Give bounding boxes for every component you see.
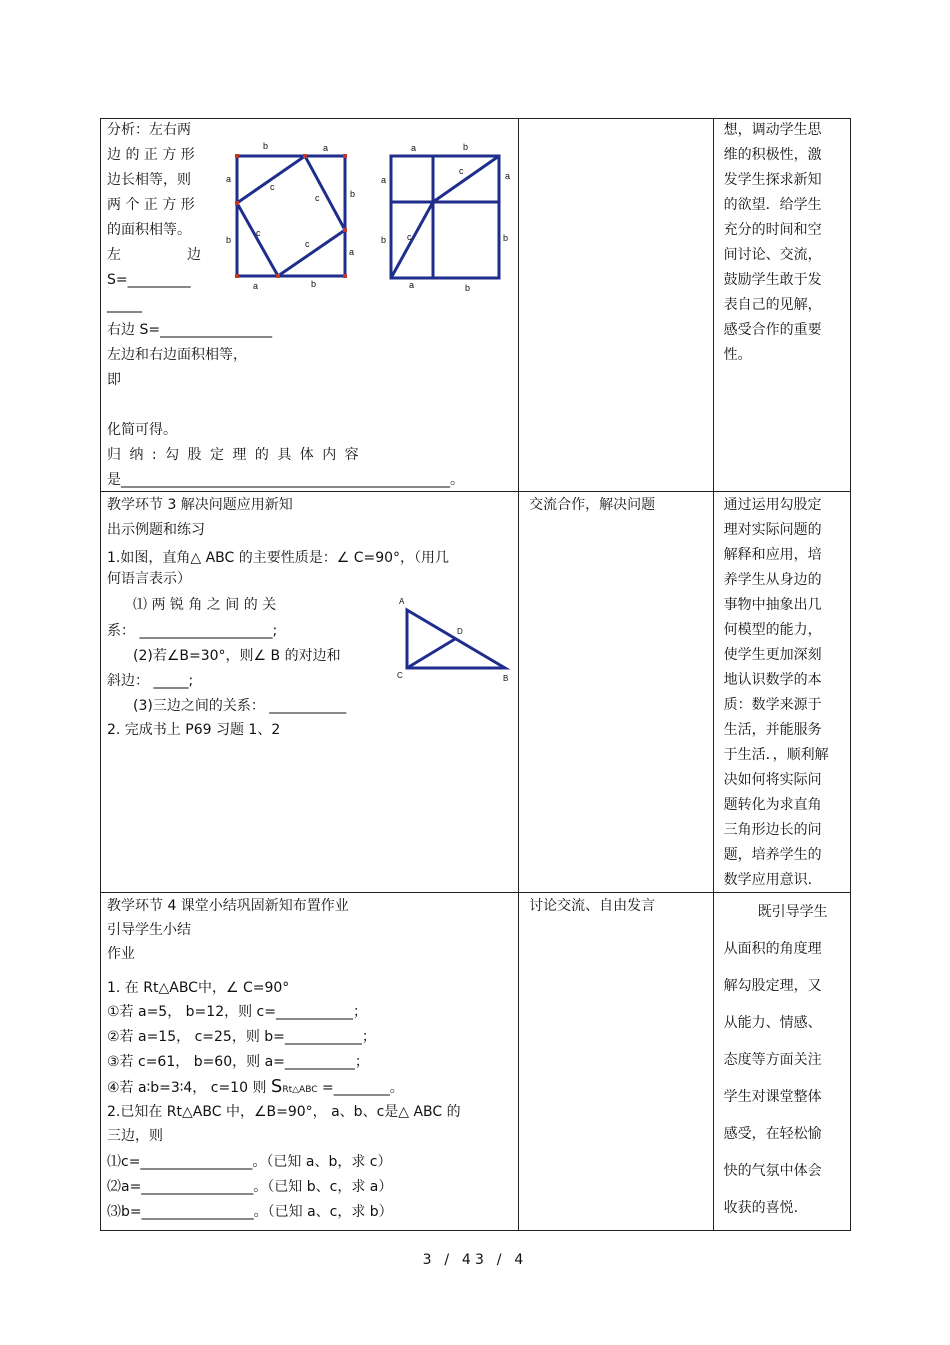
text-line: 斜边： _____; bbox=[107, 673, 194, 689]
vertex-label-D: D bbox=[457, 627, 463, 636]
text-line: 是_______________________________________________。 bbox=[107, 472, 464, 488]
text-line: 讨论交流、自由发言 bbox=[529, 898, 656, 914]
text-line: 表自己的见解， bbox=[723, 297, 822, 313]
text-line: ②若 a=15， c=25，则 b=___________； bbox=[107, 1029, 376, 1045]
text-line: 交流合作，解决问题 bbox=[529, 497, 656, 513]
text-line: ③若 c=61， b=60，则 a=__________； bbox=[107, 1054, 369, 1070]
vertex-label-B: B bbox=[503, 674, 509, 683]
table-row bbox=[101, 492, 851, 893]
row3-intent-cell bbox=[713, 893, 850, 1231]
right-triangle-figure bbox=[391, 592, 515, 688]
fig-label: a bbox=[323, 143, 329, 153]
text-line: 右边 S=________________ bbox=[107, 322, 273, 338]
text-line: (3)三边之间的关系： ___________ bbox=[133, 698, 347, 714]
text-line: 何语言表示） bbox=[107, 571, 191, 587]
row1-activity-cell bbox=[101, 119, 519, 492]
pythagoras-square-figure-1 bbox=[221, 137, 361, 289]
lesson-plan-table bbox=[100, 118, 851, 1231]
text-line: 态度等方面关注 bbox=[723, 1052, 822, 1068]
table-row bbox=[101, 119, 851, 492]
pythagoras-square-figure-2 bbox=[371, 137, 511, 297]
text-line: 充分的时间和空 bbox=[723, 222, 822, 238]
text-line: 感受，在轻松愉 bbox=[723, 1126, 822, 1142]
text-line: 快的气氛中体会 bbox=[723, 1163, 822, 1179]
fig-label: b bbox=[503, 233, 509, 243]
text-line: 1.如图，直角△ ABC 的主要性质是：∠ C=90°，（用几 bbox=[107, 550, 450, 566]
text-line: 数学应用意识. bbox=[723, 872, 813, 888]
row1-intent-cell bbox=[713, 119, 850, 492]
text-line: 发学生探求新知 bbox=[723, 172, 822, 188]
text-line: 即 bbox=[107, 372, 121, 388]
text-line: 解释和应用，培 bbox=[723, 547, 822, 563]
table-row bbox=[101, 893, 851, 1231]
text-line: 从能力、情感、 bbox=[723, 1015, 822, 1031]
text-line: 解勾股定理，又 bbox=[723, 978, 822, 994]
text-line: 1. 在 Rt△ABC中，∠ C=90° bbox=[107, 980, 290, 996]
fig-label: a bbox=[349, 247, 355, 257]
vertex-label-A: A bbox=[399, 597, 405, 606]
text-line: 系： ___________________; bbox=[107, 623, 278, 639]
text-line: 维的积极性，激 bbox=[723, 147, 822, 163]
text-line: 左 bbox=[107, 247, 121, 263]
row3-activity-cell bbox=[101, 893, 519, 1231]
text-line: 养学生从身边的 bbox=[723, 572, 822, 588]
text-line: 的欲望．给学生 bbox=[723, 197, 822, 213]
text-line: 想，调动学生思 bbox=[723, 122, 822, 138]
subscript: Rt△ABC bbox=[282, 1085, 318, 1095]
area-symbol: S bbox=[270, 1076, 283, 1097]
row2-activity-cell bbox=[101, 492, 519, 893]
fig-label: c bbox=[270, 182, 275, 192]
row2-student-cell bbox=[519, 492, 714, 893]
page-number: 3 / 43 / 4 bbox=[422, 1252, 528, 1268]
text-line: 作业 bbox=[107, 946, 135, 962]
text-line: _____ bbox=[107, 297, 142, 313]
text-line: 题转化为求直角 bbox=[723, 797, 822, 813]
text-line: 化简可得。 bbox=[107, 422, 177, 438]
text-line: 于生活．，顺利解 bbox=[723, 747, 829, 763]
text-line: 事物中抽象出几 bbox=[723, 597, 822, 613]
fig-label: c bbox=[459, 166, 464, 176]
text-line: ①若 a=5， b=12，则 c=___________； bbox=[107, 1004, 367, 1020]
text-line: ⑵a=________________。（已知 b、c，求 a） bbox=[107, 1179, 393, 1195]
text-line: 两 个 正 方 形 bbox=[107, 197, 195, 213]
text-line: 教学环节 4 课堂小结巩固新知布置作业 bbox=[107, 898, 349, 914]
fig-label: a bbox=[411, 143, 417, 153]
text-line: 教学环节 3 解决问题应用新知 bbox=[107, 497, 293, 513]
fig-label: c bbox=[407, 232, 412, 242]
text-line bbox=[107, 1078, 404, 1099]
text-line: ⑴c=________________。（已知 a、b，求 c） bbox=[107, 1154, 392, 1170]
fig-label: a bbox=[409, 280, 415, 290]
fig-label: b bbox=[311, 279, 317, 289]
fig-label: a bbox=[226, 174, 232, 184]
text-line: ⑶b=________________。（已知 a、c，求 b） bbox=[107, 1204, 393, 1220]
text-line: 的面积相等。 bbox=[107, 222, 191, 238]
text-line: 从面积的角度理 bbox=[723, 941, 822, 957]
text-line: 理对实际问题的 bbox=[723, 522, 822, 538]
text-line: 收获的喜悦. bbox=[723, 1200, 799, 1216]
row3-student-cell bbox=[519, 893, 714, 1231]
text-line: 2. 完成书上 P69 习题 1、2 bbox=[107, 722, 281, 738]
fig-label: c bbox=[256, 228, 261, 238]
fig-label: b bbox=[350, 189, 356, 199]
text-line: (2)若∠B=30°，则∠ B 的对边和 bbox=[133, 648, 341, 664]
text-line: 间讨论、交流， bbox=[723, 247, 822, 263]
text-line: 边 bbox=[187, 247, 201, 263]
fig-label: b bbox=[381, 235, 387, 245]
text-line: 2.已知在 Rt△ABC 中，∠B=90°， a、b、c是△ ABC 的 bbox=[107, 1104, 461, 1120]
fig-label: b bbox=[465, 283, 471, 293]
text-fragment: =________。 bbox=[317, 1080, 404, 1096]
text-line: 地认识数学的本 bbox=[723, 672, 822, 688]
fig-label: b bbox=[463, 142, 469, 152]
text-line: ⑴ 两 锐 角 之 间 的 关 bbox=[133, 597, 277, 613]
fig-label: a bbox=[253, 281, 259, 289]
fig-label: b bbox=[226, 235, 232, 245]
text-line: 边长相等，则 bbox=[107, 172, 191, 188]
text-line: 鼓励学生敢于发 bbox=[723, 272, 822, 288]
vertex-label-C: C bbox=[397, 671, 403, 680]
text-line: 通过运用勾股定 bbox=[723, 497, 822, 513]
text-line: 边 的 正 方 形 bbox=[107, 147, 195, 163]
fig-label: a bbox=[381, 175, 387, 185]
text-fragment: ④若 a∶b=3∶4， c=10 则 bbox=[107, 1080, 271, 1096]
text-line: 学生对课堂整体 bbox=[723, 1089, 822, 1105]
text-line: 左边和右边面积相等， bbox=[107, 347, 247, 363]
text-line: 生活，并能服务 bbox=[723, 722, 822, 738]
text-line: S=_________ bbox=[107, 272, 191, 288]
text-line: 引导学生小结 bbox=[107, 922, 191, 938]
text-line: 出示例题和练习 bbox=[107, 522, 205, 538]
text-line: 何模型的能力， bbox=[723, 622, 822, 638]
text-line: 三边，则 bbox=[107, 1128, 163, 1144]
text-line: 决如何将实际问 bbox=[723, 772, 822, 788]
text-line: 题，培养学生的 bbox=[723, 847, 822, 863]
fig-label: c bbox=[315, 193, 320, 203]
fig-label: c bbox=[305, 239, 310, 249]
text-line: 质：数学来源于 bbox=[723, 697, 822, 713]
fig-label: b bbox=[263, 141, 269, 151]
text-line: 归 纳 : 勾 股 定 理 的 具 体 内 容 bbox=[107, 447, 359, 463]
text-line: 性。 bbox=[723, 347, 752, 363]
text-line: 三角形边长的问 bbox=[723, 822, 822, 838]
text-line: 使学生更加深刻 bbox=[723, 647, 822, 663]
text-line: 分析：左右两 bbox=[107, 122, 191, 138]
text-line: 感受合作的重要 bbox=[723, 322, 822, 338]
text-line: 既引导学生 bbox=[757, 904, 828, 920]
row2-intent-cell bbox=[713, 492, 850, 893]
fig-label: a bbox=[505, 171, 511, 181]
row1-student-cell bbox=[519, 119, 714, 492]
